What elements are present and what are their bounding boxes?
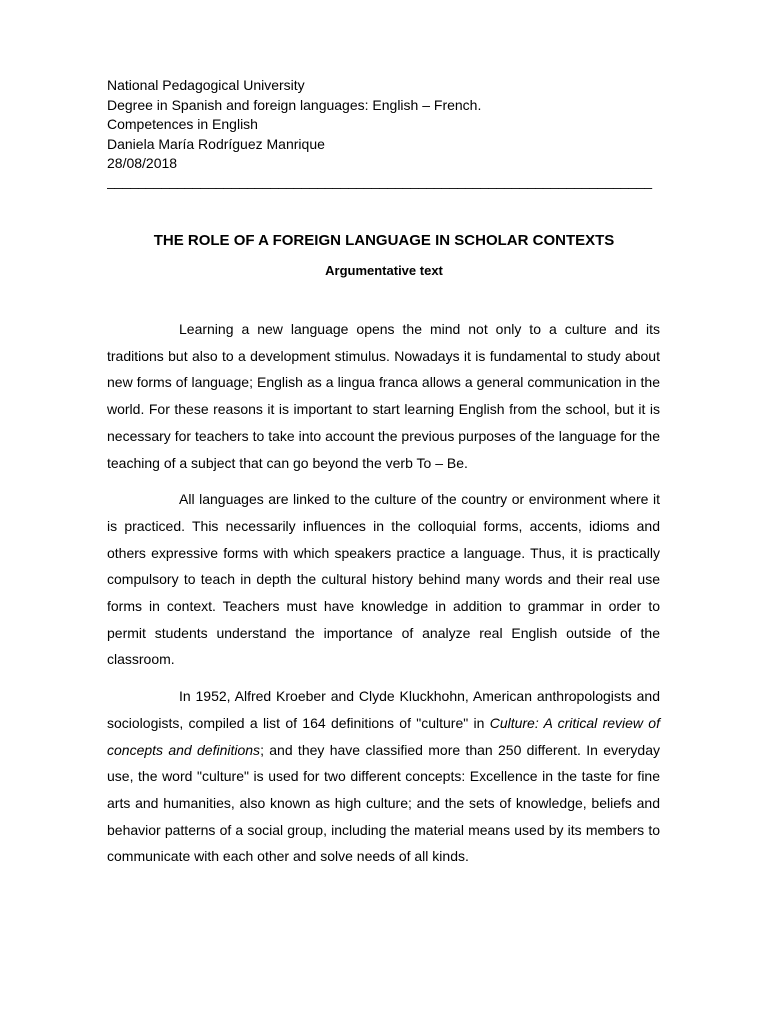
document-title: THE ROLE OF A FOREIGN LANGUAGE IN SCHOLAR CONTEXTS bbox=[153, 232, 615, 249]
paragraph-2: All languages are linked to the culture of the country or environment where it is practiced. This necessarily influences in the colloquial forms, accents, idioms and others expressive forms with which speakers practice a language. Thus, it is practically compulsory to teach in depth the cultural history behind many words and their real use forms in context. Teachers must have knowledge in addition to grammar in order to permit students understand the importance of analyze real English outside of the classroom. bbox=[107, 491, 660, 668]
document-subtitle: Argumentative text bbox=[325, 263, 443, 278]
header-date: 28/08/2018 bbox=[107, 155, 178, 171]
paragraph-1: Learning a new language opens the mind not only to a culture and its traditions but also to a development stimulus. Nowadays it is fundamental to study about new forms of language; English as a lingua franca allows a general communication in the world. For these reasons it is important to start learning English from the school, but it is necessary for teachers to take into account the previous purposes of the language for the teaching of a subject that can go beyond the verb To – Be. bbox=[107, 321, 660, 471]
header-degree: Degree in Spanish and foreign languages: English – French. bbox=[107, 96, 482, 113]
document-body bbox=[107, 316, 660, 880]
document-header bbox=[107, 76, 481, 174]
header-divider: ______________________________________________________________________ bbox=[107, 173, 653, 189]
header-author: Daniela María Rodríguez Manrique bbox=[107, 135, 325, 152]
header-university: National Pedagogical University bbox=[107, 77, 305, 93]
header-course: Competences in English bbox=[107, 116, 258, 132]
book-title: Culture: A critical review of concepts and definitions bbox=[107, 714, 660, 758]
paragraph-3 bbox=[107, 683, 660, 870]
paragraph-3-text-start: In 1952, Alfred Kroeber and Clyde Kluckhohn, American anthropologists and sociologists, compiled a list of 164 definitions of "culture" in bbox=[107, 688, 660, 731]
paragraph-3-text-end: ; and they have classified more than 250 different. In everyday use, the word "culture" is used for two different concepts: Excellence in the taste for fine arts and humanities, also known as high culture; and the sets of knowledge, beliefs and behavior patterns of a social group, including the material means used by its members to communicate with each other and solve needs of all kinds. bbox=[107, 741, 660, 865]
